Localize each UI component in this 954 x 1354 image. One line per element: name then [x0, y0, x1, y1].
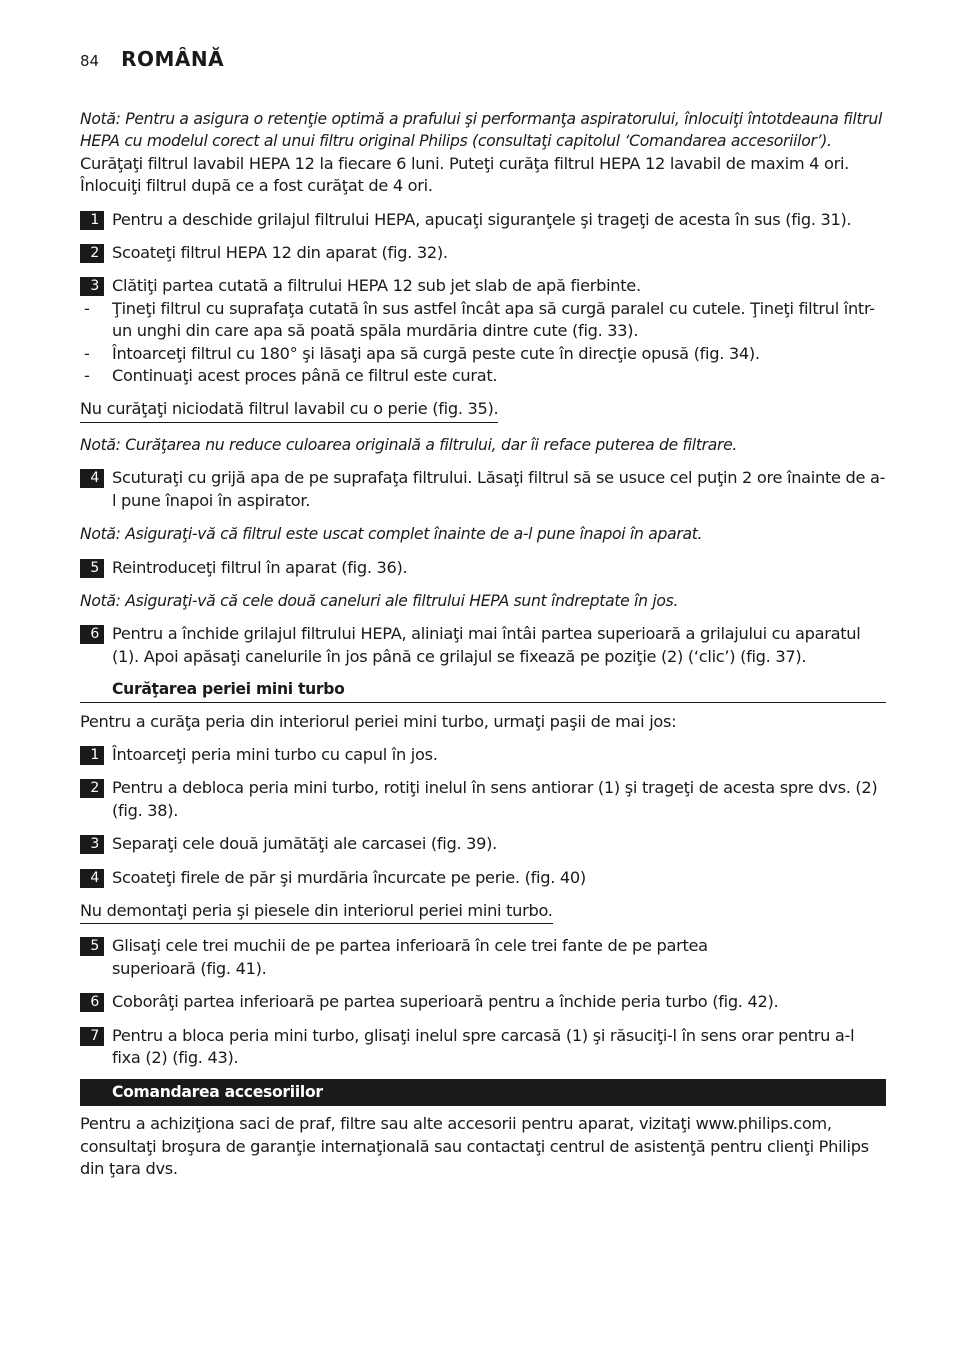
step-number: 4	[80, 469, 104, 488]
step-item	[80, 467, 886, 512]
step-item	[80, 744, 886, 766]
step-number: 3	[80, 277, 104, 296]
step-item	[80, 833, 886, 855]
note-hepa-replace: Notă: Pentru a asigura o retenţie optimă a prafului şi performanţa aspiratorului, înlocuiţi întotdeauna filtrul HEPA cu modelul corect al unui filtru original Philips (consultaţi capitolul ‘Comandarea accesoriilor’).	[80, 110, 882, 151]
bullet-dash: -	[84, 366, 90, 386]
step-text: Pentru a deschide grilajul filtrului HEPA, apucaţi siguranţele şi trageţi de acesta în sus (fig. 31).	[112, 209, 852, 229]
language-title: ROMÂNĂ	[121, 47, 225, 71]
step-number: 4	[80, 869, 104, 888]
step-text: Separaţi cele două jumătăţi ale carcasei (fig. 39).	[112, 834, 497, 854]
step-item	[80, 242, 886, 264]
page-header	[80, 47, 224, 71]
step-number: 3	[80, 835, 104, 854]
note-grooves: Notă: Asiguraţi-vă că cele două caneluri ale filtrului HEPA sunt îndreptate în jos.	[80, 591, 679, 610]
step-text: Reintroduceţi filtrul în aparat (fig. 36).	[112, 557, 408, 577]
note-dry: Notă: Asiguraţi-vă că filtrul este uscat complet înainte de a-l pune înapoi în aparat.	[80, 525, 703, 544]
warning-no-brush: Nu curăţaţi niciodată filtrul lavabil cu o perie (fig. 35).	[80, 398, 498, 422]
bullet-item	[80, 343, 886, 365]
step-item	[80, 275, 886, 297]
step-text: Pentru a bloca peria mini turbo, glisaţi inelul spre carcasă (1) şi răsuciţi-l în sens orar pentru a-l fixa (2) (fig. 43).	[112, 1025, 855, 1067]
step-text: Coborâţi partea inferioară pe partea superioară pentru a închide peria turbo (fig. 42).	[112, 992, 779, 1012]
content	[80, 108, 886, 1181]
step-text: Glisaţi cele trei muchii de pe partea inferioară în cele trei fante de pe partea superioară (fig. 41).	[112, 936, 708, 978]
warning-no-disassemble: Nu demontaţi peria şi piesele din interiorul periei mini turbo.	[80, 900, 553, 924]
step-text: Clătiţi partea cutată a filtrului HEPA 12 sub jet slab de apă fierbinte.	[112, 276, 641, 296]
step-item	[80, 1025, 886, 1070]
step-text: Întoarceţi peria mini turbo cu capul în jos.	[112, 744, 438, 764]
section-heading-accessories: Comandarea accesoriilor	[80, 1079, 886, 1106]
step-number: 1	[80, 746, 104, 765]
bullet-text: Întoarceţi filtrul cu 180° şi lăsaţi apa să curgă peste cute în direcţie opusă (fig. 34).	[112, 343, 760, 363]
bullet-dash: -	[84, 343, 90, 363]
step-number: 6	[80, 625, 104, 644]
accessories-text: Pentru a achiziţiona saci de praf, filtre sau alte accesorii pentru aparat, vizitaţi www.philips.com, consultaţi broşura de garanţie internaţională sau contactaţi centrul de asistenţă pentru clienţi Philips din ţara dvs.	[80, 1114, 869, 1179]
page-number: 84	[80, 52, 100, 70]
section-heading-turbo: Curăţarea periei mini turbo	[80, 678, 886, 702]
step-number: 5	[80, 559, 104, 578]
step-item	[80, 867, 886, 889]
step-text: Scuturaţi cu grijă apa de pe suprafaţa filtrului. Lăsaţi filtrul să se usuce cel puţin 2 ore înainte de a-l pune înapoi în aspirator.	[112, 468, 886, 510]
turbo-intro: Pentru a curăţa peria din interiorul periei mini turbo, urmaţi paşii de mai jos:	[80, 711, 677, 731]
intro-paragraph: Curăţaţi filtrul lavabil HEPA 12 la fiecare 6 luni. Puteţi curăţa filtrul HEPA 12 lavabil de maxim 4 ori. Înlocuiţi filtrul după ce a fost curăţat de 4 ori.	[80, 153, 850, 196]
step-item	[80, 991, 886, 1013]
step-text: Scoateţi firele de păr şi murdăria încurcate pe perie. (fig. 40)	[112, 867, 586, 887]
step-text: Pentru a debloca peria mini turbo, rotiţi inelul în sens antiorar (1) şi trageţi de acesta spre dvs. (2) (fig. 38).	[112, 778, 878, 820]
bullet-text: Ţineţi filtrul cu suprafaţa cutată în sus astfel încât apa să curgă paralel cu cutele. Ţineţi filtrul într-un unghi din care apa să poată spăla murdăria dintre cute (fig. 33).	[112, 298, 875, 341]
step-text: Pentru a închide grilajul filtrului HEPA, aliniaţi mai întâi partea superioară a grilajului cu aparatul (1). Apoi apăsaţi canelurile în jos până ce grilajul se fixează pe poziţie (2) (‘clic’) (fig. 37).	[112, 624, 861, 666]
step-number: 6	[80, 993, 104, 1012]
step-number: 2	[80, 779, 104, 798]
step-item	[80, 935, 792, 980]
step-number: 2	[80, 244, 104, 263]
bullet-dash: -	[84, 298, 90, 318]
bullet-item	[80, 365, 886, 387]
step-number: 5	[80, 937, 104, 956]
step-item	[80, 557, 886, 579]
bullet-text: Continuaţi acest proces până ce filtrul este curat.	[112, 366, 498, 386]
step-text: Scoateţi filtrul HEPA 12 din aparat (fig. 32).	[112, 243, 448, 263]
step-item	[80, 209, 886, 231]
step-item	[80, 777, 886, 822]
bullet-item	[80, 298, 886, 343]
step-number: 1	[80, 211, 104, 230]
note-cleaning: Notă: Curăţarea nu reduce culoarea originală a filtrului, dar îi reface puterea de filtrare.	[80, 435, 738, 454]
step-number: 7	[80, 1027, 104, 1046]
step-item	[80, 623, 892, 668]
